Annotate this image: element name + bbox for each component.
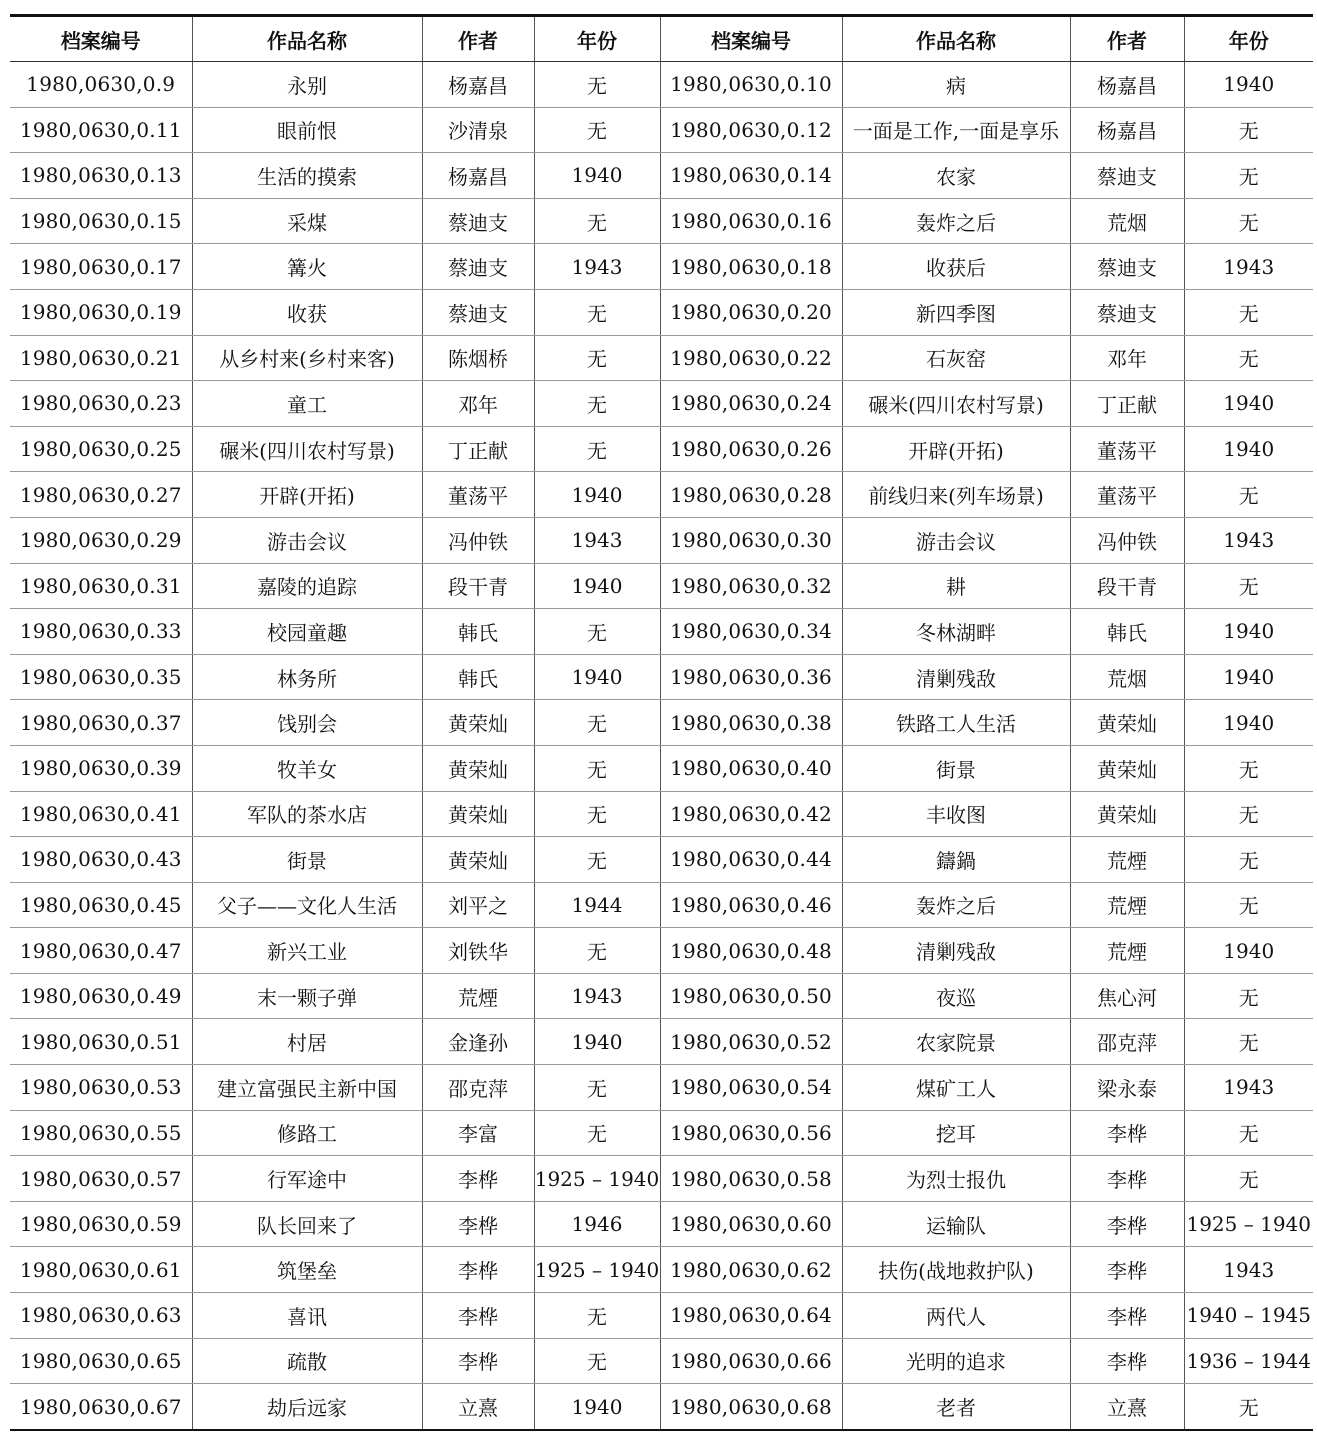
archive-id-cell: 1980,0630,0.23 [10,381,192,427]
year-cell: 1925 – 1940 [1184,1201,1313,1247]
work-title-cell: 行军途中 [192,1156,422,1202]
author-cell: 陈烟桥 [422,335,534,381]
table-row [10,882,1313,928]
work-title-cell: 运输队 [842,1201,1070,1247]
work-title-cell: 开辟(开拓) [192,472,422,518]
author-cell: 黄荣灿 [1070,745,1184,791]
year-cell: 无 [1184,791,1313,837]
author-cell: 金逢孙 [422,1019,534,1065]
archive-table [10,14,1313,1431]
author-cell: 韩氏 [422,609,534,655]
work-title-cell: 一面是工作,一面是享乐 [842,107,1070,153]
year-cell: 无 [1184,1019,1313,1065]
year-cell: 无 [534,609,660,655]
work-title-cell: 光明的追求 [842,1338,1070,1384]
year-cell: 无 [534,700,660,746]
year-cell: 无 [534,1065,660,1111]
archive-id-cell: 1980,0630,0.30 [660,517,842,563]
work-title-cell: 篝火 [192,244,422,290]
work-title-cell: 喜讯 [192,1293,422,1339]
author-cell: 丁正献 [422,426,534,472]
archive-id-cell: 1980,0630,0.34 [660,609,842,655]
work-title-cell: 夜巡 [842,973,1070,1019]
work-title-cell: 筑堡垒 [192,1247,422,1293]
work-title-cell: 扶伤(战地救护队) [842,1247,1070,1293]
year-cell: 无 [1184,1110,1313,1156]
author-cell: 荒煙 [422,973,534,1019]
archive-id-cell: 1980,0630,0.41 [10,791,192,837]
author-cell: 荒煙 [1070,837,1184,883]
author-cell: 黄荣灿 [1070,791,1184,837]
table-row [10,1110,1313,1156]
archive-id-cell: 1980,0630,0.62 [660,1247,842,1293]
archive-id-cell: 1980,0630,0.55 [10,1110,192,1156]
year-cell: 无 [1184,153,1313,199]
year-cell: 1940 [534,654,660,700]
table-row [10,335,1313,381]
year-cell: 无 [1184,837,1313,883]
author-header: 作者 [422,16,534,62]
work-title-cell: 挖耳 [842,1110,1070,1156]
author-cell: 冯仲铁 [1070,517,1184,563]
work-title-cell: 病 [842,62,1070,108]
author-cell: 荒烟 [1070,198,1184,244]
work-title-cell: 鑄鍋 [842,837,1070,883]
work-title-cell: 农家 [842,153,1070,199]
archive-id-cell: 1980,0630,0.35 [10,654,192,700]
work-title-cell: 修路工 [192,1110,422,1156]
author-cell: 杨嘉昌 [422,153,534,199]
author-cell: 立熹 [422,1384,534,1430]
author-cell: 蔡迪支 [422,244,534,290]
table-row [10,289,1313,335]
table-row [10,1247,1313,1293]
archive-id-cell: 1980,0630,0.11 [10,107,192,153]
author-cell: 邓年 [422,381,534,427]
author-cell: 黄荣灿 [422,791,534,837]
archive-id-cell: 1980,0630,0.16 [660,198,842,244]
work-title-cell: 队长回来了 [192,1201,422,1247]
table-row [10,745,1313,791]
author-cell: 刘铁华 [422,928,534,974]
archive-id-cell: 1980,0630,0.13 [10,153,192,199]
archive-id-cell: 1980,0630,0.12 [660,107,842,153]
archive-id-cell: 1980,0630,0.50 [660,973,842,1019]
author-cell: 焦心河 [1070,973,1184,1019]
work-title-cell: 新四季图 [842,289,1070,335]
author-cell: 邵克萍 [1070,1019,1184,1065]
table-row [10,791,1313,837]
table-row [10,973,1313,1019]
author-cell: 李富 [422,1110,534,1156]
work-title-cell: 耕 [842,563,1070,609]
author-cell: 荒烟 [1070,654,1184,700]
archive-id-cell: 1980,0630,0.66 [660,1338,842,1384]
table-row [10,107,1313,153]
work-title-cell: 采煤 [192,198,422,244]
author-cell: 荒煙 [1070,928,1184,974]
archive-id-cell: 1980,0630,0.27 [10,472,192,518]
archive-id-cell: 1980,0630,0.56 [660,1110,842,1156]
year-cell: 1940 [534,563,660,609]
author-cell: 韩氏 [422,654,534,700]
author-cell: 董荡平 [422,472,534,518]
table-row [10,1156,1313,1202]
archive-id-cell: 1980,0630,0.32 [660,563,842,609]
author-cell: 李桦 [1070,1110,1184,1156]
author-cell: 蔡迪支 [1070,153,1184,199]
archive-id-cell: 1980,0630,0.49 [10,973,192,1019]
archive-id-cell: 1980,0630,0.24 [660,381,842,427]
archive-id-cell: 1980,0630,0.31 [10,563,192,609]
archive-id-cell: 1980,0630,0.15 [10,198,192,244]
year-cell: 1940 [534,153,660,199]
year-cell: 无 [1184,107,1313,153]
archive-id-header: 档案编号 [660,16,842,62]
archive-id-cell: 1980,0630,0.26 [660,426,842,472]
year-cell: 无 [534,289,660,335]
table-row [10,1065,1313,1111]
year-cell: 1936 – 1944 [1184,1338,1313,1384]
year-cell: 无 [534,198,660,244]
work-title-cell: 永别 [192,62,422,108]
year-cell: 无 [534,1110,660,1156]
archive-id-cell: 1980,0630,0.9 [10,62,192,108]
year-header: 年份 [1184,16,1313,62]
archive-id-cell: 1980,0630,0.60 [660,1201,842,1247]
year-cell: 1943 [1184,1247,1313,1293]
archive-id-cell: 1980,0630,0.37 [10,700,192,746]
archive-id-cell: 1980,0630,0.21 [10,335,192,381]
archive-id-cell: 1980,0630,0.19 [10,289,192,335]
work-title-cell: 丰收图 [842,791,1070,837]
work-title-cell: 开辟(开拓) [842,426,1070,472]
year-cell: 无 [534,791,660,837]
author-cell: 梁永泰 [1070,1065,1184,1111]
archive-id-cell: 1980,0630,0.40 [660,745,842,791]
work-title-cell: 铁路工人生活 [842,700,1070,746]
year-cell: 无 [534,62,660,108]
year-cell: 1940 [1184,381,1313,427]
table-row [10,517,1313,563]
table-row [10,472,1313,518]
work-title-cell: 从乡村来(乡村来客) [192,335,422,381]
work-title-cell: 村居 [192,1019,422,1065]
work-title-header: 作品名称 [192,16,422,62]
author-cell: 沙清泉 [422,107,534,153]
author-cell: 段干青 [422,563,534,609]
archive-id-cell: 1980,0630,0.46 [660,882,842,928]
work-title-cell: 清剿残敌 [842,654,1070,700]
archive-id-cell: 1980,0630,0.28 [660,472,842,518]
work-title-cell: 石灰窑 [842,335,1070,381]
year-cell: 1943 [1184,244,1313,290]
table-row [10,928,1313,974]
archive-id-header: 档案编号 [10,16,192,62]
archive-id-cell: 1980,0630,0.20 [660,289,842,335]
archive-id-cell: 1980,0630,0.22 [660,335,842,381]
author-cell: 李桦 [422,1156,534,1202]
work-title-cell: 饯别会 [192,700,422,746]
work-title-cell: 军队的茶水店 [192,791,422,837]
table-row [10,837,1313,883]
author-cell: 李桦 [422,1201,534,1247]
archive-id-cell: 1980,0630,0.57 [10,1156,192,1202]
author-cell: 黄荣灿 [1070,700,1184,746]
year-cell: 1940 [534,1384,660,1430]
author-cell: 董荡平 [1070,472,1184,518]
work-title-cell: 牧羊女 [192,745,422,791]
archive-id-cell: 1980,0630,0.67 [10,1384,192,1430]
archive-id-cell: 1980,0630,0.10 [660,62,842,108]
author-cell: 杨嘉昌 [1070,107,1184,153]
year-cell: 无 [534,426,660,472]
year-cell: 1940 [1184,609,1313,655]
year-cell: 1944 [534,882,660,928]
archive-id-cell: 1980,0630,0.63 [10,1293,192,1339]
author-cell: 蔡迪支 [1070,289,1184,335]
year-cell: 1940 [1184,654,1313,700]
year-cell: 1943 [1184,1065,1313,1111]
work-title-cell: 冬林湖畔 [842,609,1070,655]
work-title-cell: 游击会议 [192,517,422,563]
work-title-cell: 游击会议 [842,517,1070,563]
table-row [10,1293,1313,1339]
year-cell: 1940 [534,1019,660,1065]
archive-id-cell: 1980,0630,0.38 [660,700,842,746]
year-cell: 1940 [1184,700,1313,746]
table-row [10,153,1313,199]
table-row [10,198,1313,244]
work-title-cell: 劫后远家 [192,1384,422,1430]
author-cell: 刘平之 [422,882,534,928]
year-header: 年份 [534,16,660,62]
archive-id-cell: 1980,0630,0.45 [10,882,192,928]
author-cell: 段干青 [1070,563,1184,609]
author-cell: 丁正献 [1070,381,1184,427]
table-row [10,1338,1313,1384]
table-row [10,700,1313,746]
work-title-cell: 老者 [842,1384,1070,1430]
archive-id-cell: 1980,0630,0.59 [10,1201,192,1247]
year-cell: 1943 [534,973,660,1019]
work-title-cell: 眼前恨 [192,107,422,153]
archive-id-cell: 1980,0630,0.61 [10,1247,192,1293]
year-cell: 无 [534,381,660,427]
archive-id-cell: 1980,0630,0.14 [660,153,842,199]
author-cell: 李桦 [1070,1338,1184,1384]
year-cell: 1940 [534,472,660,518]
archive-id-cell: 1980,0630,0.58 [660,1156,842,1202]
year-cell: 1943 [534,517,660,563]
author-cell: 李桦 [1070,1201,1184,1247]
author-cell: 李桦 [422,1338,534,1384]
year-cell: 1940 – 1945 [1184,1293,1313,1339]
year-cell: 1946 [534,1201,660,1247]
archive-id-cell: 1980,0630,0.51 [10,1019,192,1065]
archive-id-cell: 1980,0630,0.48 [660,928,842,974]
year-cell: 无 [1184,1156,1313,1202]
work-title-cell: 碾米(四川农村写景) [842,381,1070,427]
table-row [10,381,1313,427]
work-title-cell: 父子——文化人生活 [192,882,422,928]
archive-id-cell: 1980,0630,0.29 [10,517,192,563]
archive-id-cell: 1980,0630,0.52 [660,1019,842,1065]
work-title-cell: 嘉陵的追踪 [192,563,422,609]
archive-id-cell: 1980,0630,0.36 [660,654,842,700]
archive-id-cell: 1980,0630,0.54 [660,1065,842,1111]
author-cell: 邓年 [1070,335,1184,381]
work-title-cell: 碾米(四川农村写景) [192,426,422,472]
author-cell: 立熹 [1070,1384,1184,1430]
table-body [10,62,1313,1430]
table-row [10,244,1313,290]
work-title-cell: 新兴工业 [192,928,422,974]
author-cell: 蔡迪支 [422,289,534,335]
year-cell: 1940 [1184,62,1313,108]
author-cell: 李桦 [1070,1293,1184,1339]
header-row [10,16,1313,62]
year-cell: 1943 [1184,517,1313,563]
work-title-cell: 生活的摸索 [192,153,422,199]
year-cell: 无 [534,837,660,883]
work-title-cell: 收获 [192,289,422,335]
year-cell: 无 [1184,563,1313,609]
year-cell: 无 [1184,745,1313,791]
work-title-cell: 为烈士报仇 [842,1156,1070,1202]
year-cell: 无 [1184,198,1313,244]
archive-id-cell: 1980,0630,0.43 [10,837,192,883]
author-cell: 荒煙 [1070,882,1184,928]
work-title-cell: 林务所 [192,654,422,700]
table-row [10,609,1313,655]
archive-id-cell: 1980,0630,0.17 [10,244,192,290]
work-title-cell: 校园童趣 [192,609,422,655]
year-cell: 无 [1184,882,1313,928]
work-title-cell: 末一颗子弹 [192,973,422,1019]
year-cell: 1943 [534,244,660,290]
year-cell: 无 [1238,1396,1259,1421]
author-cell: 李桦 [422,1247,534,1293]
table-row [10,563,1313,609]
work-title-cell: 前线归来(列车场景) [842,472,1070,518]
archive-id-cell: 1980,0630,0.64 [660,1293,842,1339]
year-cell: 无 [1184,335,1313,381]
archive-id-cell: 1980,0630,0.33 [10,609,192,655]
work-title-cell: 清剿残敌 [842,928,1070,974]
author-cell: 蔡迪支 [422,198,534,244]
work-title-cell: 疏散 [192,1338,422,1384]
author-header: 作者 [1070,16,1184,62]
author-cell: 李桦 [422,1293,534,1339]
archive-id-cell: 1980,0630,0.47 [10,928,192,974]
year-cell: 无 [534,745,660,791]
year-cell: 1925 – 1940 [534,1247,660,1293]
author-cell: 李桦 [1070,1247,1184,1293]
work-title-cell: 两代人 [842,1293,1070,1339]
author-cell: 杨嘉昌 [422,62,534,108]
table-row [10,426,1313,472]
author-cell: 蔡迪支 [1070,244,1184,290]
year-cell: 1940 [1184,426,1313,472]
table-row [10,1384,1313,1430]
author-cell: 董荡平 [1070,426,1184,472]
work-title-cell: 街景 [842,745,1070,791]
table-row [10,1019,1313,1065]
archive-id-cell: 1980,0630,0.44 [660,837,842,883]
table-row [10,62,1313,108]
archive-id-cell: 1980,0630,0.53 [10,1065,192,1111]
work-title-cell: 煤矿工人 [842,1065,1070,1111]
year-cell: 无 [1184,472,1313,518]
archive-id-cell: 1980,0630,0.25 [10,426,192,472]
author-cell: 黄荣灿 [422,700,534,746]
author-cell: 冯仲铁 [422,517,534,563]
year-cell: 无 [534,107,660,153]
table-row [10,1201,1313,1247]
archive-id-cell: 1980,0630,0.39 [10,745,192,791]
year-cell: 无 [534,335,660,381]
table-row [10,654,1313,700]
work-title-cell: 街景 [192,837,422,883]
author-cell: 黄荣灿 [422,745,534,791]
archive-id-cell: 1980,0630,0.18 [660,244,842,290]
archive-id-cell: 1980,0630,0.68 [660,1384,842,1430]
year-cell: 1925 – 1940 [534,1156,660,1202]
author-cell: 李桦 [1070,1156,1184,1202]
work-title-cell: 轰炸之后 [842,198,1070,244]
archive-id-cell: 1980,0630,0.65 [10,1338,192,1384]
work-title-cell: 收获后 [842,244,1070,290]
author-cell: 杨嘉昌 [1070,62,1184,108]
author-cell: 黄荣灿 [422,837,534,883]
work-title-header: 作品名称 [842,16,1070,62]
work-title-cell: 童工 [192,381,422,427]
work-title-cell: 建立富强民主新中国 [192,1065,422,1111]
work-title-cell: 轰炸之后 [842,882,1070,928]
year-cell: 无 [534,1293,660,1339]
author-cell: 邵克萍 [422,1065,534,1111]
year-cell: 无 [534,1338,660,1384]
work-title-cell: 农家院景 [842,1019,1070,1065]
year-cell: 无 [1184,289,1313,335]
author-cell: 韩氏 [1070,609,1184,655]
year-cell: 无 [1184,973,1313,1019]
archive-id-cell: 1980,0630,0.42 [660,791,842,837]
year-cell: 无 [534,928,660,974]
year-cell: 1940 [1184,928,1313,974]
